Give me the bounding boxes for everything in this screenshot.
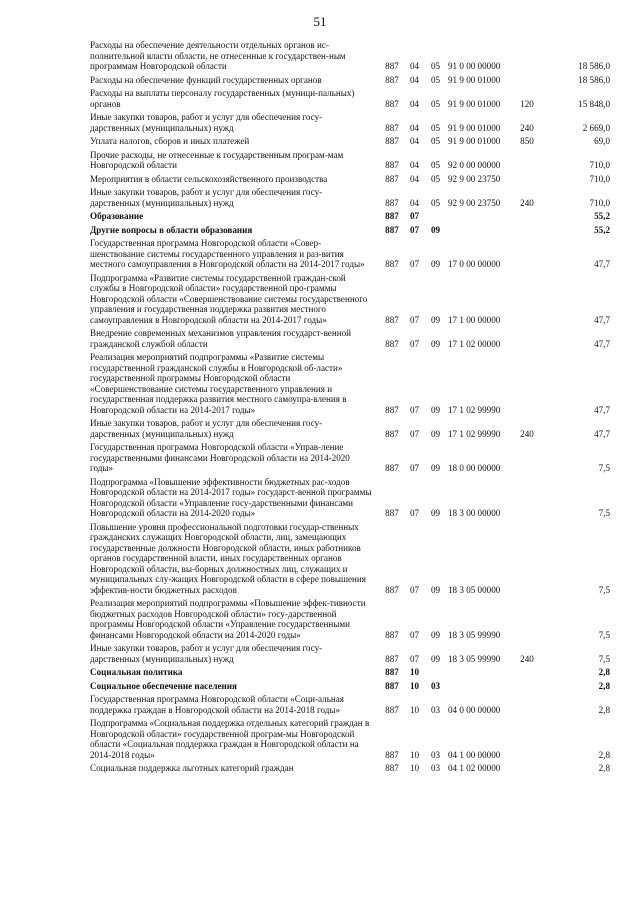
row-target-article: 91 9 00 01000 [448, 98, 501, 109]
row-target-article: 91 9 00 01000 [448, 74, 501, 85]
row-section-code: 07 [409, 584, 420, 595]
page-number: 51 [313, 14, 327, 29]
row-amount: 710,0 [589, 173, 610, 184]
row-expense-type [514, 328, 540, 352]
row-ved-code: 887 [385, 224, 399, 235]
row-amount: 18 586,0 [578, 61, 610, 71]
row-name: Государственная программа Новгородской области «Совер-шенствование системы государственного управления и раз-вития местного самоуправления в Новгородской области на 2014-2017 годы» [90, 238, 365, 269]
row-amount: 47,7 [594, 404, 610, 415]
row-expense-type: 850 [520, 136, 534, 146]
row-name: Иные закупки товаров, работ и услуг для обеспечения госу-дарственных (муниципальных) нужд [90, 187, 323, 208]
row-target-article: 91 0 00 00000 [448, 61, 501, 71]
row-name: Подпрограмма «Социальная поддержка отдельных категорий граждан в Новгородской области» государственной програм-мы Новгородской области «Социальная поддержка граждан в Новгородской области на 2014-2018 годы» [90, 718, 370, 760]
row-subsection-code: 09 [430, 314, 441, 325]
row-subsection-code: 09 [430, 463, 441, 473]
table-row [90, 75, 610, 89]
row-amount: 55,2 [594, 211, 610, 221]
row-subsection-code: 09 [430, 508, 441, 518]
row-expense-type [514, 718, 540, 763]
row-ved-code: 887 [385, 98, 399, 109]
row-section-code: 07 [409, 404, 420, 415]
row-section-code: 07 [409, 259, 420, 269]
row-expense-type [514, 442, 540, 477]
row-name: Реализация мероприятий подпрограммы «Повышение эффек-тивности бюджетных расходов Новгородской области» госу-дарственной программы Новгородской области «Управление государственными финансами Новгородской области на 2014-2020 годы» [90, 598, 366, 640]
row-amount: 47,7 [594, 314, 610, 325]
row-expense-type [514, 225, 540, 239]
row-section-code: 07 [409, 211, 420, 221]
table-row [90, 598, 610, 643]
row-ved-code: 887 [385, 463, 399, 473]
row-expense-type [514, 763, 540, 777]
row-ved-code: 887 [385, 211, 399, 221]
row-subsection-code: 05 [430, 61, 441, 71]
row-name: Подпрограмма «Повышение эффективности бюджетных рас-ходов Новгородской области на 2014-2017 годы» государст-венной программы Новгородской области «Управление госу-дарственными финансами Новгородской области на 2014-2020 годы» [90, 476, 372, 518]
row-section-code: 07 [409, 338, 420, 349]
row-ved-code: 887 [385, 338, 399, 349]
row-section-code: 04 [409, 197, 420, 208]
row-target-article [446, 681, 514, 695]
row-name: Иные закупки товаров, работ и услуг для обеспечения госу-дарственных (муниципальных) нужд [90, 112, 323, 133]
row-ved-code: 887 [385, 122, 399, 133]
table-row [90, 211, 610, 225]
row-name: Иные закупки товаров, работ и услуг для обеспечения госу-дарственных (муниципальных) нужд [90, 418, 323, 439]
row-target-article: 18 3 05 00000 [448, 584, 501, 595]
row-section-code: 04 [409, 98, 420, 109]
row-amount: 69,0 [594, 136, 610, 146]
row-amount: 710,0 [589, 160, 610, 170]
row-target-article: 18 3 00 00000 [448, 508, 501, 518]
row-subsection-code: 05 [430, 173, 441, 184]
row-target-article: 04 1 00 00000 [448, 749, 501, 760]
table-row [90, 328, 610, 352]
row-amount: 2,8 [598, 704, 610, 715]
row-ved-code: 887 [385, 160, 399, 170]
row-expense-type [514, 75, 540, 89]
row-expense-type [514, 477, 540, 522]
row-expense-type [514, 150, 540, 174]
row-target-article: 17 1 02 99990 [448, 404, 501, 415]
table-row [90, 477, 610, 522]
row-expense-type [514, 694, 540, 718]
row-subsection-code: 05 [430, 74, 441, 85]
row-ved-code: 887 [385, 259, 399, 269]
row-section-code: 10 [409, 749, 420, 760]
row-subsection-code: 03 [430, 749, 441, 760]
row-target-article: 18 3 05 99990 [448, 653, 501, 664]
row-amount: 710,0 [589, 197, 610, 208]
row-expense-type [514, 667, 540, 681]
row-expense-type: 240 [520, 653, 534, 664]
row-subsection-code: 05 [430, 197, 441, 208]
table-row [90, 187, 610, 211]
row-section-code: 07 [409, 224, 420, 235]
row-expense-type: 240 [520, 197, 534, 208]
row-amount: 2,8 [598, 763, 610, 773]
row-ved-code: 887 [385, 763, 399, 773]
row-section-code: 07 [409, 653, 420, 664]
row-target-article: 92 9 00 23750 [448, 197, 501, 208]
row-amount: 7,5 [598, 629, 610, 640]
row-expense-type: 120 [520, 98, 534, 109]
row-name: Другие вопросы в области образования [90, 224, 253, 235]
table-row [90, 681, 610, 695]
row-subsection-code [425, 211, 446, 225]
row-ved-code: 887 [385, 428, 399, 439]
row-name: Государственная программа Новгородской области «Соци-альная поддержка граждан в Новгородской области на 2014-2018 годы» [90, 694, 344, 715]
row-name: Уплата налогов, сборов и иных платежей [90, 136, 250, 146]
row-ved-code: 887 [385, 749, 399, 760]
row-target-article [446, 225, 514, 239]
row-amount: 47,7 [594, 338, 610, 349]
row-subsection-code [425, 667, 446, 681]
row-name: Социальная политика [90, 667, 183, 677]
row-amount: 2,8 [598, 667, 610, 677]
row-ved-code: 887 [385, 629, 399, 640]
row-amount: 7,5 [598, 584, 610, 595]
row-subsection-code: 09 [430, 259, 441, 269]
row-name: Расходы на обеспечение функций государственных органов [90, 74, 322, 85]
row-ved-code: 887 [385, 508, 399, 518]
row-expense-type [514, 40, 540, 75]
table-row [90, 136, 610, 150]
table-row [90, 40, 610, 75]
table-body [90, 40, 610, 777]
row-subsection-code: 09 [430, 584, 441, 595]
row-target-article: 91 9 00 01000 [448, 136, 501, 146]
row-section-code: 04 [409, 61, 420, 71]
row-section-code: 04 [409, 160, 420, 170]
row-target-article: 17 1 02 99990 [448, 428, 501, 439]
row-amount: 2 669,0 [582, 122, 610, 133]
row-section-code: 07 [409, 463, 420, 473]
row-target-article: 17 1 02 00000 [448, 338, 501, 349]
row-section-code: 04 [409, 136, 420, 146]
table-row [90, 522, 610, 599]
row-section-code: 10 [409, 680, 420, 691]
row-section-code: 07 [409, 508, 420, 518]
row-amount: 2,8 [598, 749, 610, 760]
row-ved-code: 887 [385, 704, 399, 715]
row-ved-code: 887 [385, 136, 399, 146]
row-section-code: 04 [409, 122, 420, 133]
row-subsection-code: 03 [430, 763, 441, 773]
row-amount: 2,8 [598, 680, 610, 691]
row-subsection-code: 03 [430, 704, 441, 715]
row-name: Иные закупки товаров, работ и услуг для обеспечения госу-дарственных (муниципальных) нужд [90, 643, 323, 664]
table-row [90, 238, 610, 273]
table-row [90, 225, 610, 239]
row-amount: 47,7 [594, 428, 610, 439]
row-subsection-code: 09 [430, 224, 441, 235]
row-target-article [446, 667, 514, 681]
row-amount: 55,2 [594, 224, 610, 235]
row-expense-type [514, 522, 540, 599]
row-name: Подпрограмма «Развитие системы государственной граждан-ской службы в Новгородской области» государственной про-граммы Новгородской области «Совершенствование системы государственного управления и государственная поддержка развития местного самоуправления в Новгородской области на 2014-2017 годы» [90, 272, 368, 325]
row-name: Мероприятия в области сельскохозяйственного производства [90, 173, 328, 184]
row-subsection-code: 09 [430, 629, 441, 640]
row-ved-code: 887 [385, 197, 399, 208]
row-subsection-code: 05 [430, 160, 441, 170]
row-target-article: 04 1 02 00000 [448, 763, 501, 773]
row-amount: 47,7 [594, 259, 610, 269]
row-name: Повышение уровня профессиональной подготовки государ-ственных гражданских служащих Новгородской области, лиц, замещающих государственные должности Новгородской области, иных работников органов государственной власти, иных государственных органов Новгородской области, вы-борных должностных лиц, служащих и муниципальных слу-жащих Новгородской области в сфере повышения эффектив-ности бюджетных расходов [90, 521, 366, 595]
row-section-code: 10 [409, 667, 420, 677]
row-expense-type [514, 174, 540, 188]
row-subsection-code: 09 [430, 338, 441, 349]
row-ved-code: 887 [385, 173, 399, 184]
row-ved-code: 887 [385, 61, 399, 71]
row-section-code: 04 [409, 74, 420, 85]
row-target-article: 04 0 00 00000 [448, 704, 501, 715]
row-name: Социальная поддержка льготных категорий граждан [90, 763, 294, 773]
row-target-article [446, 211, 514, 225]
table-row [90, 667, 610, 681]
row-expense-type [514, 238, 540, 273]
row-target-article: 17 0 00 00000 [448, 259, 501, 269]
row-ved-code: 887 [385, 404, 399, 415]
row-target-article: 18 3 05 99990 [448, 629, 501, 640]
row-ved-code: 887 [385, 584, 399, 595]
row-name: Прочие расходы, не отнесенные к государственным програм-мам Новгородской области [90, 149, 344, 170]
row-expense-type [514, 598, 540, 643]
row-section-code: 10 [409, 704, 420, 715]
row-target-article: 92 0 00 00000 [448, 160, 501, 170]
row-ved-code: 887 [385, 314, 399, 325]
table-row [90, 718, 610, 763]
table-row [90, 418, 610, 442]
row-name: Государственная программа Новгородской области «Управ-ление государственными финансами Новгородской области на 2014-2020 годы» [90, 442, 350, 473]
row-expense-type [514, 681, 540, 695]
table-row [90, 763, 610, 777]
table-row [90, 88, 610, 112]
row-subsection-code: 05 [430, 122, 441, 133]
row-expense-type: 240 [520, 122, 534, 133]
row-section-code: 10 [409, 763, 420, 773]
row-subsection-code: 03 [430, 680, 441, 691]
row-name: Внедрение современных механизмов управления государст-венной гражданской службой области [90, 328, 351, 349]
table-row [90, 273, 610, 329]
row-name: Реализация мероприятий подпрограммы «Развитие системы государственной гражданской службы в Новгородской об-ласти» государственной программы Новгородской области «Совершенствование системы государственного управления и государственная поддержка развития местного самоупра-вления в Новгородской области на 2014-2017 годы» [90, 352, 347, 415]
row-section-code: 07 [409, 629, 420, 640]
row-amount: 7,5 [598, 508, 610, 518]
table-row [90, 442, 610, 477]
row-target-article: 17 1 00 00000 [448, 314, 501, 325]
row-subsection-code: 09 [430, 404, 441, 415]
row-expense-type [514, 273, 540, 329]
row-name: Расходы на обеспечение деятельности отдельных органов ис-полнительной власти области, не отнесенные к государствен-ным программам Новгородской области [90, 40, 346, 71]
row-subsection-code: 09 [430, 428, 441, 439]
row-expense-type [514, 211, 540, 225]
row-subsection-code: 05 [430, 136, 441, 146]
row-name: Социальное обеспечение населения [90, 680, 237, 691]
row-target-article: 92 9 00 23750 [448, 173, 501, 184]
row-section-code: 07 [409, 428, 420, 439]
table-row [90, 112, 610, 136]
row-amount: 7,5 [598, 463, 610, 473]
row-expense-type: 240 [520, 428, 534, 439]
row-subsection-code: 09 [430, 653, 441, 664]
row-subsection-code: 05 [430, 98, 441, 109]
row-name: Образование [90, 211, 144, 221]
budget-table [90, 40, 610, 777]
row-expense-type [514, 352, 540, 418]
row-target-article: 18 0 00 00000 [448, 463, 501, 473]
row-ved-code: 887 [385, 667, 399, 677]
row-section-code: 07 [409, 314, 420, 325]
row-amount: 7,5 [598, 653, 610, 664]
row-amount: 18 586,0 [578, 74, 610, 85]
table-row [90, 174, 610, 188]
row-ved-code: 887 [385, 653, 399, 664]
row-section-code: 04 [409, 173, 420, 184]
table-row [90, 643, 610, 667]
table-row [90, 352, 610, 418]
table-row [90, 150, 610, 174]
row-ved-code: 887 [385, 74, 399, 85]
row-ved-code: 887 [385, 680, 399, 691]
row-target-article: 91 9 00 01000 [448, 122, 501, 133]
table-row [90, 694, 610, 718]
row-amount: 15 848,0 [578, 98, 610, 109]
row-name: Расходы на выплаты персоналу государственных (муници-пальных) органов [90, 88, 355, 109]
